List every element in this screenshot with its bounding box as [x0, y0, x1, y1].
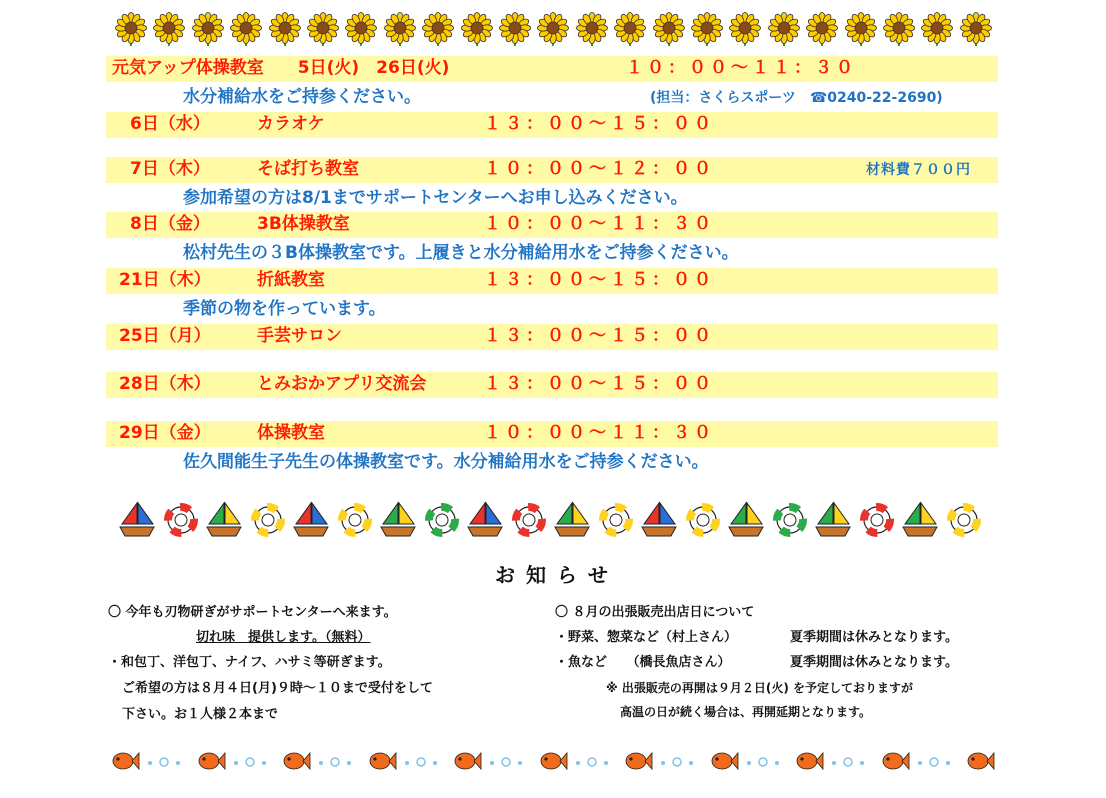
sunflower-icon — [844, 12, 878, 46]
sunflower-icon — [652, 12, 686, 46]
event-time: １０：００～１２：００ — [484, 159, 715, 179]
notice-right-vendor1-status: 夏季期間は休みとなります。 — [790, 630, 958, 645]
bubbles-icon — [230, 755, 280, 769]
sailboat-icon — [465, 500, 505, 540]
event-date: 元気アップ体操教室 5日(火) 26日(火) — [112, 58, 450, 78]
sunflower-icon — [191, 12, 225, 46]
goldfish-icon — [367, 748, 397, 774]
sailboat-icon — [639, 500, 679, 540]
notice-left-line5: 下さい。お１人様２本まで — [122, 707, 279, 722]
goldfish-icon — [794, 748, 824, 774]
bubbles-icon — [401, 755, 451, 769]
notice-left-line1: 〇 今年も刃物研ぎがサポートセンターへ来ます。 — [108, 605, 397, 620]
sunflower-icon — [882, 12, 916, 46]
goldfish-icon — [709, 748, 739, 774]
swim-float-icon — [335, 500, 375, 540]
sunflower-icon — [421, 12, 455, 46]
bubbles-icon — [572, 755, 622, 769]
event-title: 体操教室 — [257, 423, 325, 443]
event-time: １３：００～１５：００ — [484, 270, 715, 290]
swim-float-icon — [683, 500, 723, 540]
event-note: 参加希望の方は8/1までサポートセンターへお申し込みください。 — [183, 188, 688, 208]
sunflower-icon — [920, 12, 954, 46]
swim-float-icon — [596, 500, 636, 540]
swim-float-icon — [944, 500, 984, 540]
sailboat-icon — [813, 500, 853, 540]
sunflower-icon — [959, 12, 993, 46]
bubbles-icon — [315, 755, 365, 769]
swim-float-icon — [248, 500, 288, 540]
event-date: 21日（木） — [119, 270, 211, 290]
notice-left-line3: ・和包丁、洋包丁、ナイフ、ハサミ等研ぎます。 — [108, 655, 391, 670]
sailboat-icon — [900, 500, 940, 540]
event-note: 季節の物を作っています。 — [183, 299, 386, 319]
sailboat-icon — [117, 500, 157, 540]
sunflower-icon — [728, 12, 762, 46]
sailboat-icon — [378, 500, 418, 540]
sunflower-icon — [575, 12, 609, 46]
goldfish-icon — [452, 748, 482, 774]
sunflower-icon — [344, 12, 378, 46]
bubbles-icon — [914, 755, 964, 769]
event-title: 3B体操教室 — [257, 214, 350, 234]
event-date: 8日（金） — [130, 214, 210, 234]
event-date: 28日（木） — [119, 374, 211, 394]
goldfish-icon — [196, 748, 226, 774]
sunflower-icon — [114, 12, 148, 46]
bubbles-icon — [486, 755, 536, 769]
goldfish-icon — [880, 748, 910, 774]
event-time: １０：００～１１：３０ — [484, 214, 715, 234]
swim-float-icon — [857, 500, 897, 540]
sunflower-icon — [229, 12, 263, 46]
bubbles-icon — [828, 755, 878, 769]
swim-float-icon — [161, 500, 201, 540]
event-time: １３：００～１５：００ — [484, 374, 715, 394]
event-note: 松村先生の３B体操教室です。上履きと水分補給用水をご持参ください。 — [183, 243, 739, 263]
notice-right-line5: 高温の日が続く場合は、再開延期となります。 — [620, 705, 872, 719]
bubbles-icon — [743, 755, 793, 769]
sunflower-icon — [767, 12, 801, 46]
sunflower-icon — [152, 12, 186, 46]
goldfish-icon — [281, 748, 311, 774]
event-date: 6日（水） — [130, 114, 210, 134]
notice-left-line2: 切れ味 提供します。（無料） — [196, 630, 371, 645]
goldfish-icon — [110, 748, 140, 774]
event-title: 手芸サロン — [257, 326, 342, 346]
event-time: １０：００～１１：３０ — [484, 423, 715, 443]
event-date: 25日（月） — [119, 326, 211, 346]
notice-heading: お 知 ら せ — [495, 563, 610, 587]
event-time: １３：００～１５：００ — [484, 326, 715, 346]
notice-right-vendor2-status: 夏季期間は休みとなります。 — [790, 655, 958, 670]
swim-float-icon — [770, 500, 810, 540]
sunflower-icon — [268, 12, 302, 46]
sailboat-icon — [204, 500, 244, 540]
sunflower-icon — [383, 12, 417, 46]
sailboat-icon — [726, 500, 766, 540]
sunflower-icon — [690, 12, 724, 46]
sailboat-icon — [291, 500, 331, 540]
sunflower-icon — [498, 12, 532, 46]
bubbles-icon — [657, 755, 707, 769]
goldfish-icon — [623, 748, 653, 774]
event-title: とみおかアプリ交流会 — [257, 374, 427, 394]
event-date: 7日（木） — [130, 159, 210, 179]
notice-left-line4: ご希望の方は８月４日(月)９時～１０まで受付をして — [122, 681, 433, 696]
event-title: そば打ち教室 — [257, 159, 359, 179]
event-contact: (担当：さくらスポーツ ☎0240-22-2690) — [650, 90, 943, 106]
sunflower-icon — [805, 12, 839, 46]
event-note: 水分補給水をご持参ください。 — [183, 87, 421, 107]
notice-right-line4: ※ 出張販売の再開は９月２日(火) を予定しておりますが — [606, 681, 913, 695]
sunflower-icon — [613, 12, 647, 46]
sailboat-icon — [552, 500, 592, 540]
goldfish-icon — [538, 748, 568, 774]
goldfish-icon — [965, 748, 995, 774]
event-title: カラオケ — [257, 114, 325, 134]
event-title: 折紙教室 — [257, 270, 325, 290]
notice-right-line1: 〇 ８月の出張販売出店日について — [555, 605, 755, 620]
event-time: １０：００～１１：３０ — [626, 58, 857, 78]
swim-float-icon — [509, 500, 549, 540]
sunflower-icon — [460, 12, 494, 46]
event-note: 佐久間能生子先生の体操教室です。水分補給用水をご持参ください。 — [183, 452, 709, 472]
event-fee: 材料費７００円 — [866, 162, 971, 178]
notice-right-vendor2: ・魚など （橋長魚店さん） — [555, 655, 731, 670]
swim-float-icon — [422, 500, 462, 540]
sunflower-icon — [306, 12, 340, 46]
bubbles-icon — [144, 755, 194, 769]
notice-right-vendor1: ・野菜、惣菜など（村上さん） — [555, 630, 738, 645]
sunflower-icon — [536, 12, 570, 46]
event-time: １３：００～１５：００ — [484, 114, 715, 134]
event-date: 29日（金） — [119, 423, 211, 443]
